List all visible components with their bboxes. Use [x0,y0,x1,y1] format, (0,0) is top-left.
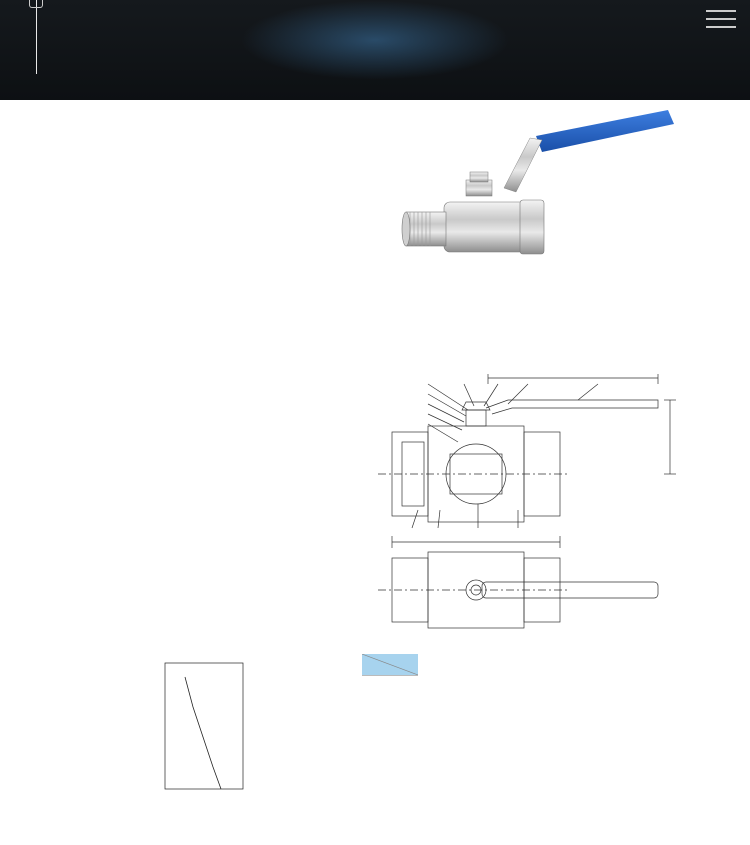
size-table-header [362,654,418,675]
header-banner [0,0,750,100]
pressure-temperature-chart [133,637,283,827]
banner-glow [240,0,510,80]
pt-curve [185,677,221,789]
technical-drawing [378,370,678,638]
handle-cover [536,110,674,152]
size-table-corner [362,654,418,675]
banner-hook-icon [29,0,43,8]
valve-photo [400,102,680,272]
banner-line [36,0,37,74]
menu-icon[interactable] [706,10,736,30]
size-table [362,654,418,676]
